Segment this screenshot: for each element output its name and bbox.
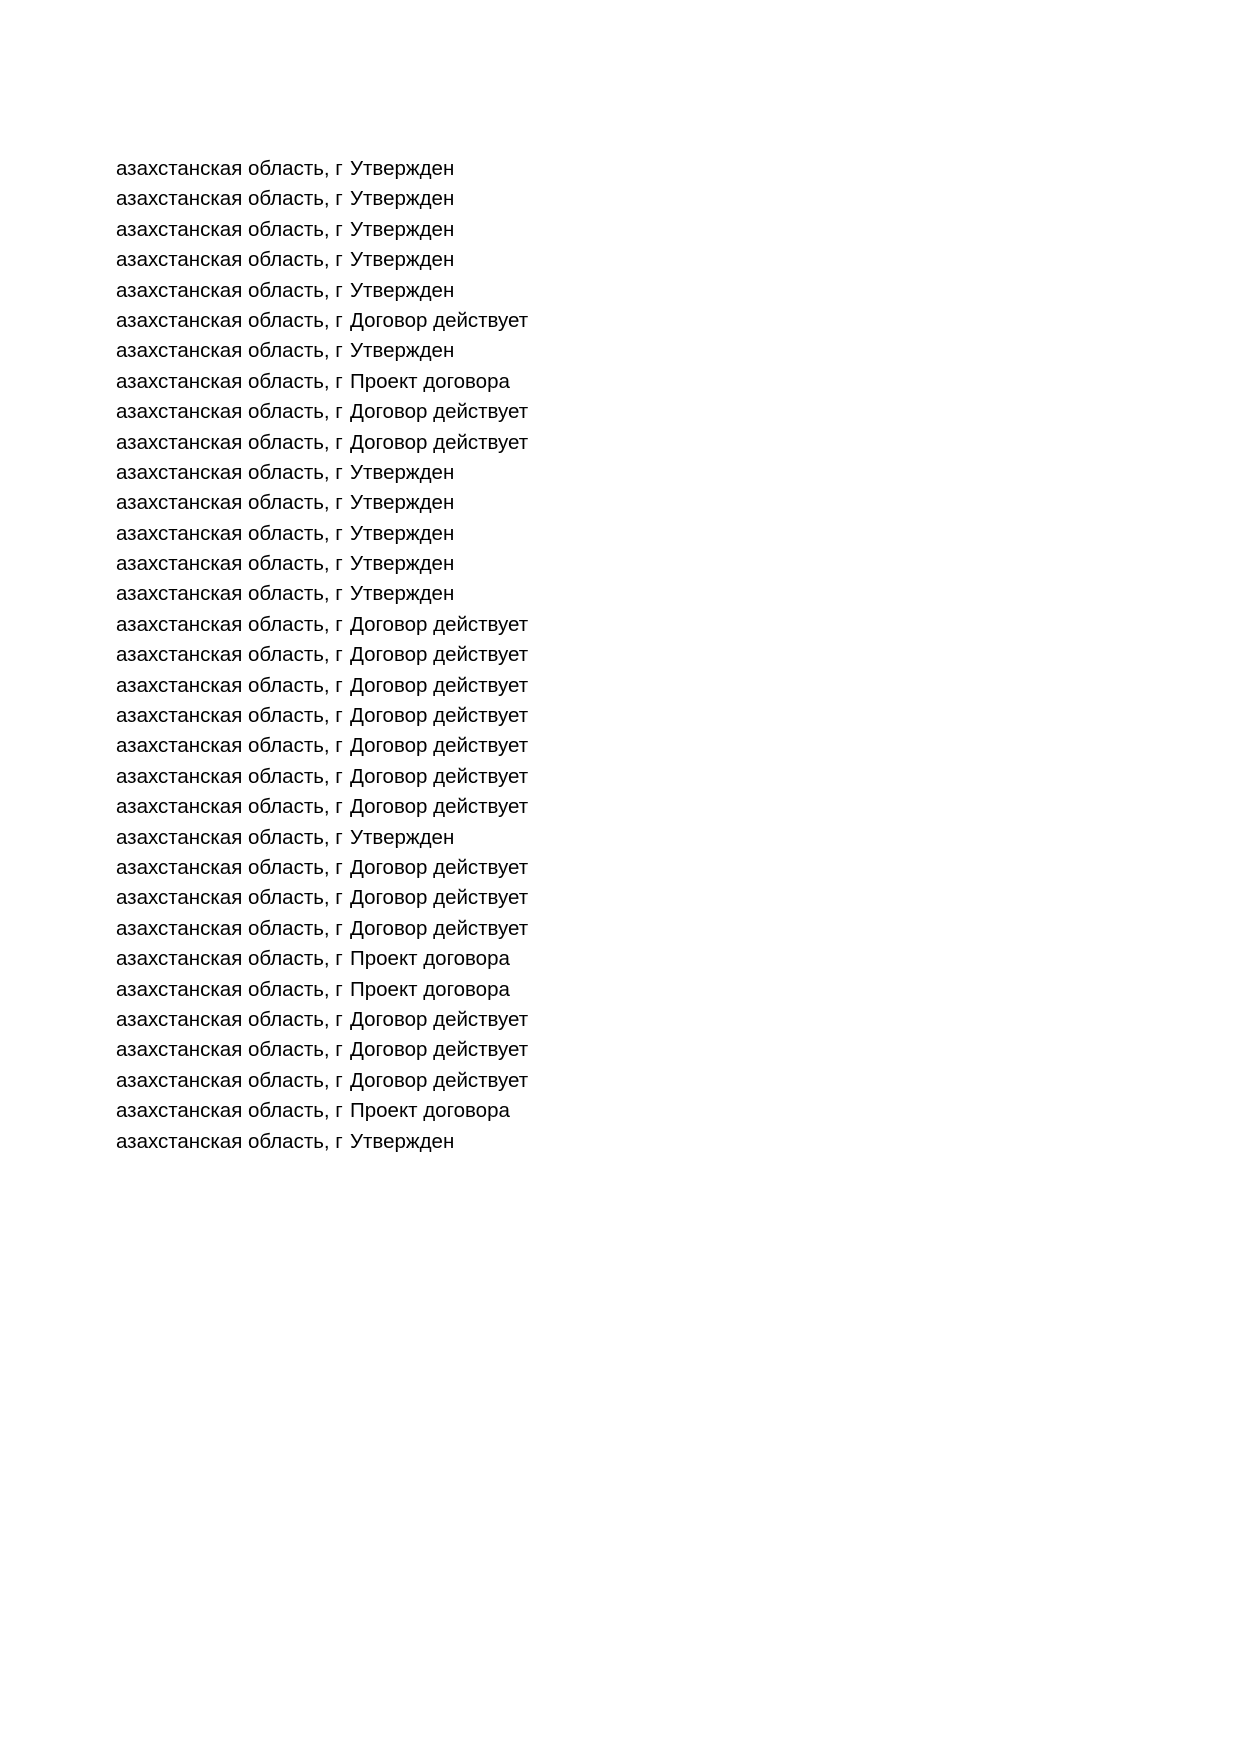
status-cell: Договор действует bbox=[350, 430, 529, 454]
table-row bbox=[116, 944, 716, 974]
status-cell: Договор действует bbox=[350, 734, 529, 758]
status-cell: Утвержден bbox=[350, 582, 455, 606]
region-cell: азахстанская область, г bbox=[116, 521, 343, 545]
region-cell: азахстанская область, г bbox=[116, 825, 343, 849]
table-row bbox=[116, 367, 716, 397]
status-cell: Утвержден bbox=[350, 460, 455, 484]
table-row bbox=[116, 428, 716, 458]
table-row bbox=[116, 336, 716, 366]
status-cell: Договор действует bbox=[350, 795, 529, 819]
region-cell: азахстанская область, г bbox=[116, 1007, 343, 1031]
region-cell: азахстанская область, г bbox=[116, 248, 343, 272]
status-cell: Договор действует bbox=[350, 886, 529, 910]
table-row bbox=[116, 579, 716, 609]
region-cell: азахстанская область, г bbox=[116, 582, 343, 606]
region-cell: азахстанская область, г bbox=[116, 855, 343, 879]
region-cell: азахстанская область, г bbox=[116, 673, 343, 697]
status-cell: Договор действует bbox=[350, 916, 529, 940]
table-row bbox=[116, 731, 716, 761]
table-row bbox=[116, 671, 716, 701]
table-row bbox=[116, 1127, 716, 1157]
status-cell: Договор действует bbox=[350, 673, 529, 697]
region-cell: азахстанская область, г bbox=[116, 947, 343, 971]
table-row bbox=[116, 519, 716, 549]
region-cell: азахстанская область, г bbox=[116, 1129, 343, 1153]
table-row bbox=[116, 1035, 716, 1065]
status-cell: Договор действует bbox=[350, 643, 529, 667]
status-cell: Утвержден bbox=[350, 825, 455, 849]
table-rows bbox=[116, 154, 716, 1157]
table-row bbox=[116, 975, 716, 1005]
status-cell: Утвержден bbox=[350, 157, 455, 180]
region-cell: азахстанская область, г bbox=[116, 400, 343, 424]
region-cell: азахстанская область, г bbox=[116, 278, 343, 302]
table-row bbox=[116, 245, 716, 275]
region-cell: азахстанская область, г bbox=[116, 764, 343, 788]
table-row bbox=[116, 640, 716, 670]
status-cell: Договор действует bbox=[350, 855, 529, 879]
status-cell: Утвержден bbox=[350, 339, 455, 363]
region-cell: азахстанская область, г bbox=[116, 1068, 343, 1092]
status-cell: Договор действует bbox=[350, 400, 529, 424]
table-row bbox=[116, 914, 716, 944]
status-cell: Утвержден bbox=[350, 278, 455, 302]
table-row bbox=[116, 488, 716, 518]
region-cell: азахстанская область, г bbox=[116, 187, 343, 211]
region-cell: азахстанская область, г bbox=[116, 552, 343, 576]
region-cell: азахстанская область, г bbox=[116, 1038, 343, 1062]
status-cell: Утвержден bbox=[350, 521, 455, 545]
region-cell: азахстанская область, г bbox=[116, 308, 343, 332]
table-row bbox=[116, 1096, 716, 1126]
region-cell: азахстанская область, г bbox=[116, 795, 343, 819]
status-cell: Проект договора bbox=[350, 947, 510, 971]
region-cell: азахстанская область, г bbox=[116, 1099, 343, 1123]
table-row bbox=[116, 823, 716, 853]
table-row bbox=[116, 458, 716, 488]
status-cell: Договор действует bbox=[350, 704, 529, 728]
table-row bbox=[116, 883, 716, 913]
status-cell: Договор действует bbox=[350, 1007, 529, 1031]
table-row bbox=[116, 762, 716, 792]
table-row bbox=[116, 184, 716, 214]
status-cell: Утвержден bbox=[350, 1129, 455, 1153]
region-cell: азахстанская область, г bbox=[116, 491, 343, 515]
status-cell: Договор действует bbox=[350, 764, 529, 788]
status-cell: Проект договора bbox=[350, 977, 510, 1001]
table-row bbox=[116, 853, 716, 883]
region-cell: азахстанская область, г bbox=[116, 369, 343, 393]
status-cell: Договор действует bbox=[350, 1038, 529, 1062]
table-row bbox=[116, 215, 716, 245]
region-cell: азахстанская область, г bbox=[116, 734, 343, 758]
table-row bbox=[116, 1066, 716, 1096]
region-cell: азахстанская область, г bbox=[116, 704, 343, 728]
status-cell: Утвержден bbox=[350, 217, 455, 241]
status-cell: Утвержден bbox=[350, 491, 455, 515]
table-row bbox=[116, 701, 716, 731]
table-row bbox=[116, 610, 716, 640]
table-row bbox=[116, 306, 716, 336]
table-row bbox=[116, 154, 716, 184]
status-cell: Договор действует bbox=[350, 612, 529, 636]
region-cell: азахстанская область, г bbox=[116, 339, 343, 363]
region-cell: азахстанская область, г bbox=[116, 612, 343, 636]
status-cell: Проект договора bbox=[350, 1099, 510, 1123]
status-cell: Договор действует bbox=[350, 1068, 529, 1092]
status-cell: Утвержден bbox=[350, 552, 455, 576]
table-row bbox=[116, 397, 716, 427]
region-cell: азахстанская область, г bbox=[116, 886, 343, 910]
table-row bbox=[116, 549, 716, 579]
status-cell: Проект договора bbox=[350, 369, 510, 393]
table-row bbox=[116, 792, 716, 822]
status-cell: Утвержден bbox=[350, 187, 455, 211]
table-row bbox=[116, 1005, 716, 1035]
status-cell: Утвержден bbox=[350, 248, 455, 272]
status-cell: Договор действует bbox=[350, 308, 529, 332]
region-cell: азахстанская область, г bbox=[116, 916, 343, 940]
region-cell: азахстанская область, г bbox=[116, 157, 343, 180]
table-row bbox=[116, 276, 716, 306]
region-cell: азахстанская область, г bbox=[116, 217, 343, 241]
region-cell: азахстанская область, г bbox=[116, 977, 343, 1001]
region-cell: азахстанская область, г bbox=[116, 430, 343, 454]
region-cell: азахстанская область, г bbox=[116, 460, 343, 484]
region-cell: азахстанская область, г bbox=[116, 643, 343, 667]
